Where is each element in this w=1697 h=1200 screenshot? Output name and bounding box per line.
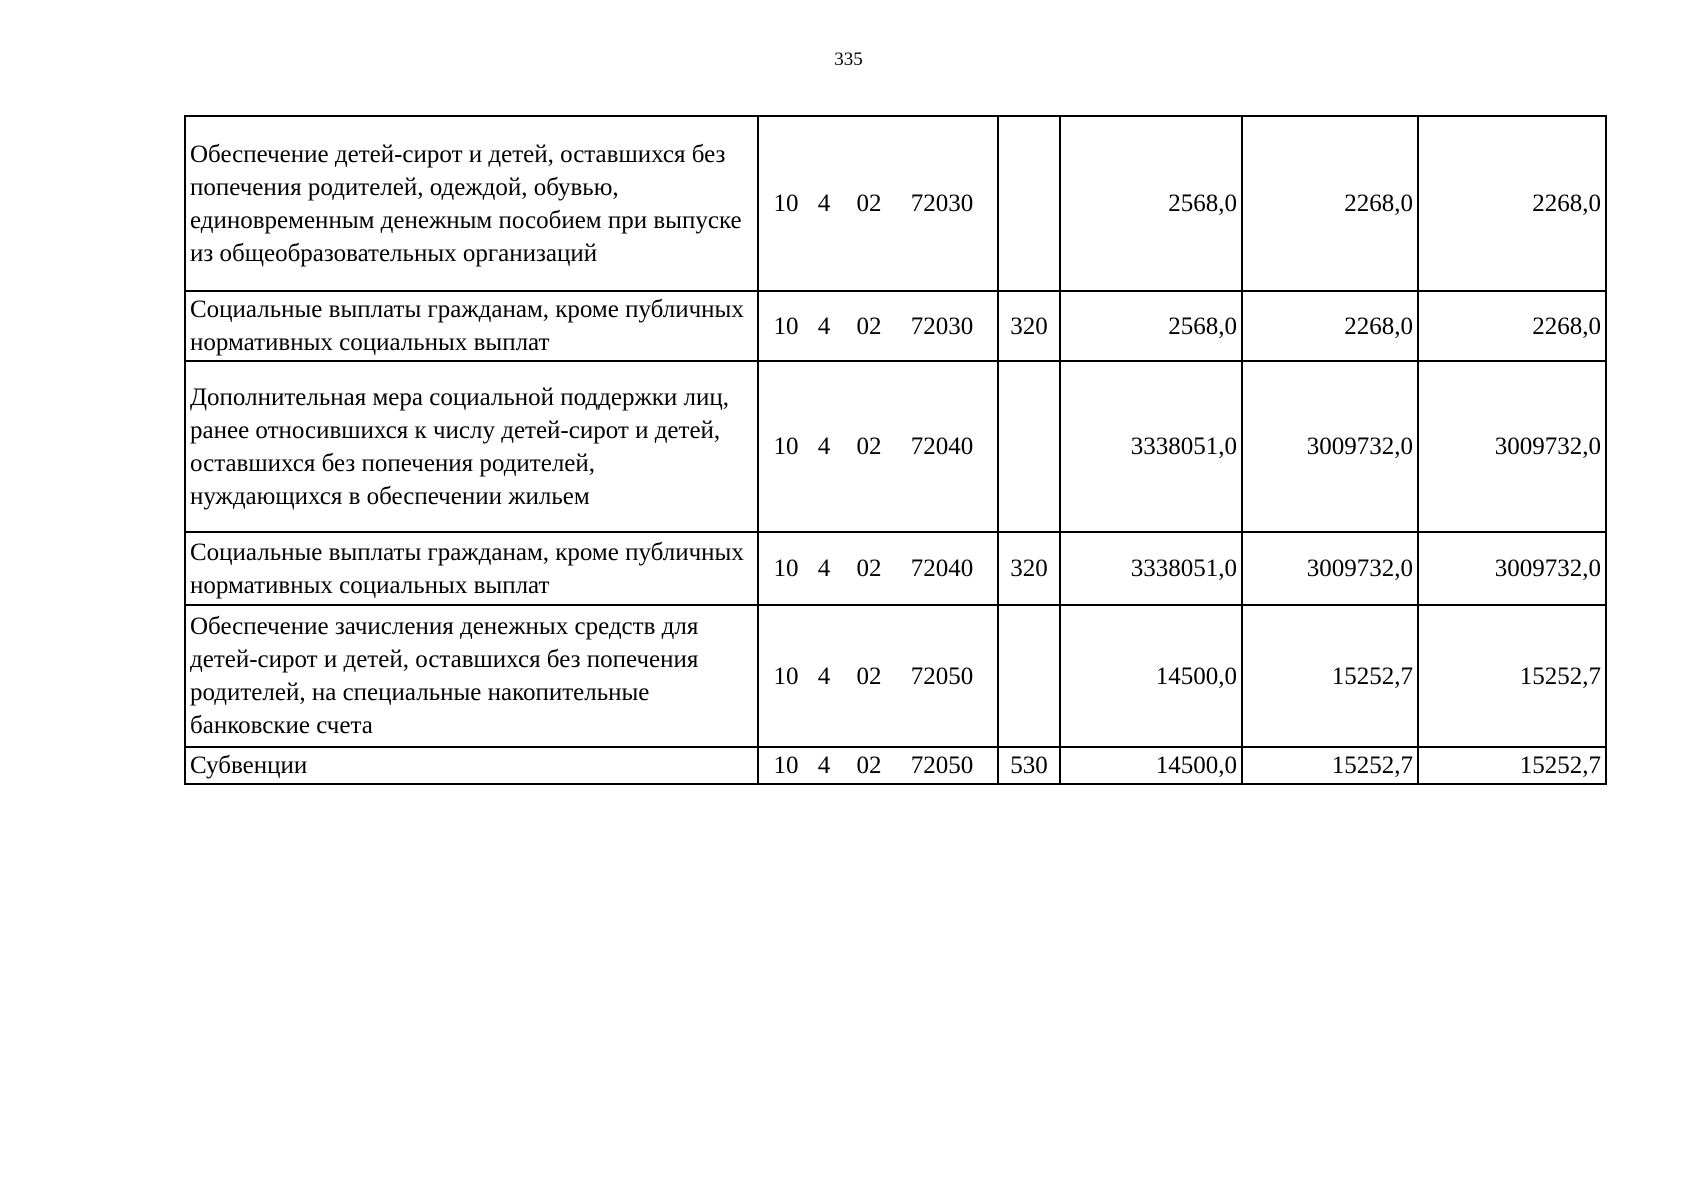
code-section: 10 (773, 312, 799, 340)
expense-type-code (998, 361, 1060, 532)
amount-year-3: 2268,0 (1418, 291, 1606, 361)
code-section: 10 (773, 433, 799, 460)
code-program: 4 (817, 662, 831, 690)
amount-year-2: 3009732,0 (1242, 532, 1418, 605)
amount-year-3: 3009732,0 (1418, 532, 1606, 605)
row-description: Социальные выплаты гражданам, кроме публичных нормативных социальных выплат (185, 291, 758, 361)
row-description: Дополнительная мера социальной поддержки лиц, ранее относившихся к числу детей-сирот и детей, оставшихся без попечения родителей, нуждающихся в обеспечении жильем (185, 361, 758, 532)
row-description: Социальные выплаты гражданам, кроме публичных нормативных социальных выплат (185, 532, 758, 605)
code-section: 10 (773, 190, 799, 217)
amount-year-2: 15252,7 (1242, 747, 1418, 784)
amount-year-1: 3338051,0 (1060, 532, 1242, 605)
row-description: Субвенции (185, 747, 758, 784)
code-subprogram: 02 (856, 312, 882, 340)
classification-code (758, 116, 998, 291)
amount-year-1: 2568,0 (1060, 291, 1242, 361)
code-direction: 72050 (910, 662, 974, 690)
code-section: 10 (773, 662, 799, 690)
amount-year-2: 2268,0 (1242, 291, 1418, 361)
amount-year-3: 2268,0 (1418, 116, 1606, 291)
amount-year-1: 14500,0 (1060, 747, 1242, 784)
table-row (185, 532, 1606, 605)
code-direction: 72030 (910, 312, 974, 340)
amount-year-3: 15252,7 (1418, 605, 1606, 747)
expense-type-code: 320 (998, 291, 1060, 361)
table-row (185, 116, 1606, 291)
expense-type-code (998, 605, 1060, 747)
code-direction: 72040 (910, 433, 974, 460)
expense-type-code: 320 (998, 532, 1060, 605)
table-row (185, 605, 1606, 747)
amount-year-2: 15252,7 (1242, 605, 1418, 747)
code-subprogram: 02 (856, 752, 882, 779)
code-section: 10 (773, 555, 799, 582)
classification-code (758, 747, 998, 784)
code-program: 4 (817, 312, 831, 340)
code-subprogram: 02 (856, 433, 882, 460)
expense-type-code (998, 116, 1060, 291)
amount-year-1: 2568,0 (1060, 116, 1242, 291)
code-direction: 72030 (910, 190, 974, 217)
budget-table (184, 115, 1607, 785)
row-description: Обеспечение зачисления денежных средств для детей-сирот и детей, оставшихся без попечения родителей, на специальные накопительные банковские счета (185, 605, 758, 747)
table-row (185, 361, 1606, 532)
code-subprogram: 02 (856, 662, 882, 690)
code-subprogram: 02 (856, 555, 882, 582)
table-row (185, 291, 1606, 361)
page-number: 335 (834, 49, 863, 70)
classification-code (758, 361, 998, 532)
code-subprogram: 02 (856, 190, 882, 217)
amount-year-2: 3009732,0 (1242, 361, 1418, 532)
classification-code (758, 605, 998, 747)
code-direction: 72040 (910, 555, 974, 582)
amount-year-1: 14500,0 (1060, 605, 1242, 747)
amount-year-3: 3009732,0 (1418, 361, 1606, 532)
amount-year-2: 2268,0 (1242, 116, 1418, 291)
code-program: 4 (817, 752, 831, 779)
code-program: 4 (817, 190, 831, 217)
classification-code (758, 532, 998, 605)
row-description: Обеспечение детей-сирот и детей, оставшихся без попечения родителей, одеждой, обувью, единовременным денежным пособием при выпуске из общеобразовательных организаций (185, 116, 758, 291)
classification-code (758, 291, 998, 361)
code-program: 4 (817, 433, 831, 460)
amount-year-1: 3338051,0 (1060, 361, 1242, 532)
code-section: 10 (773, 752, 799, 779)
expense-type-code: 530 (998, 747, 1060, 784)
table-row (185, 747, 1606, 784)
amount-year-3: 15252,7 (1418, 747, 1606, 784)
code-direction: 72050 (910, 752, 974, 779)
code-program: 4 (817, 555, 831, 582)
